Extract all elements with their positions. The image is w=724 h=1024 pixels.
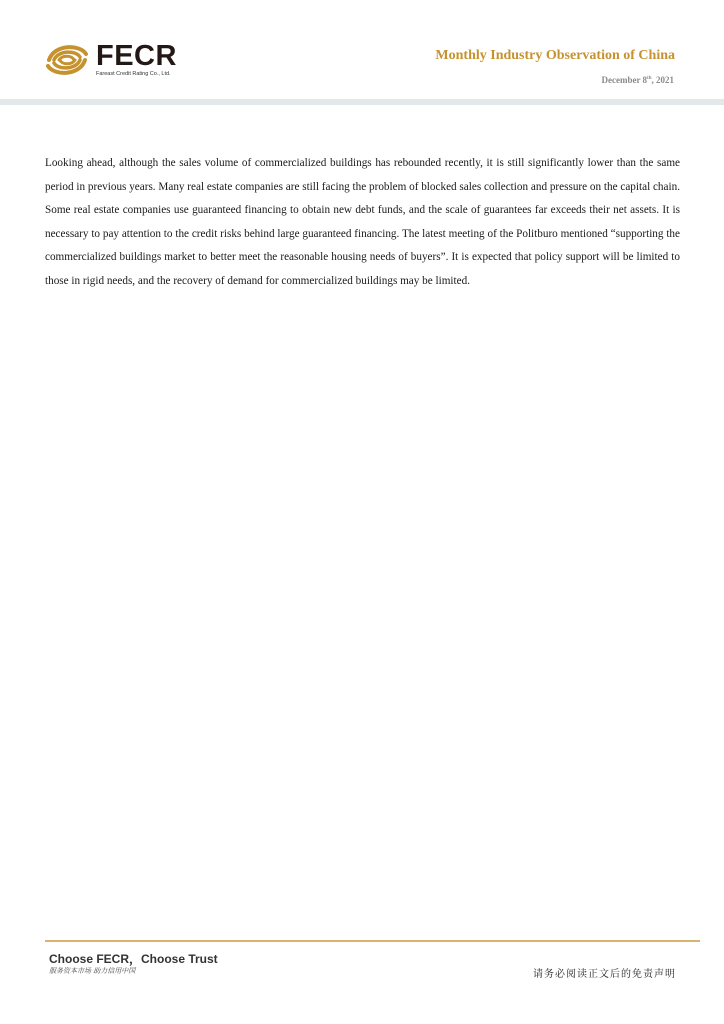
footer-sub-slogan: 服务资本市场 助力信用中国 [49, 967, 136, 975]
fecr-logo [44, 40, 177, 80]
footer-disclaimer: 请务必阅读正文后的免责声明 [533, 969, 676, 980]
date-year: , 2021 [651, 75, 674, 85]
fecr-logo-mark-icon [44, 40, 90, 80]
footer-slogan: Choose FECR，Choose Trust [49, 952, 218, 966]
report-date [601, 75, 674, 85]
logo-wordmark: FECR [96, 40, 177, 72]
logo-subtitle: Fareast Credit Rating Co., Ltd. [96, 71, 171, 77]
logo-text-block [96, 40, 177, 78]
body-paragraph: Looking ahead, although the sales volume of commercialized buildings has rebounded recently, it is still significantly lower than the same period in previous years. Many real estate companies are still facing the problem of blocked sales collection and pressure on the capital chain. Some real estate companies use guaranteed financing to obtain new debt funds, and the scale of guarantees far exceeds their net assets. It is necessary to pay attention to the credit risks behind large guaranteed financing. The latest meeting of the Politburo mentioned “supporting the commercialized buildings market to better meet the reasonable housing needs of buyers”. It is expected that policy support will be limited to those in rigid needs, and the recovery of demand for commercialized buildings may be limited. [45, 157, 680, 287]
footer-divider [45, 940, 700, 942]
date-suffix: th [647, 76, 652, 81]
header-divider [0, 99, 724, 105]
page-header [0, 0, 724, 100]
date-month-day: December 8 [601, 75, 648, 85]
report-title: Monthly Industry Observation of China [435, 48, 675, 63]
